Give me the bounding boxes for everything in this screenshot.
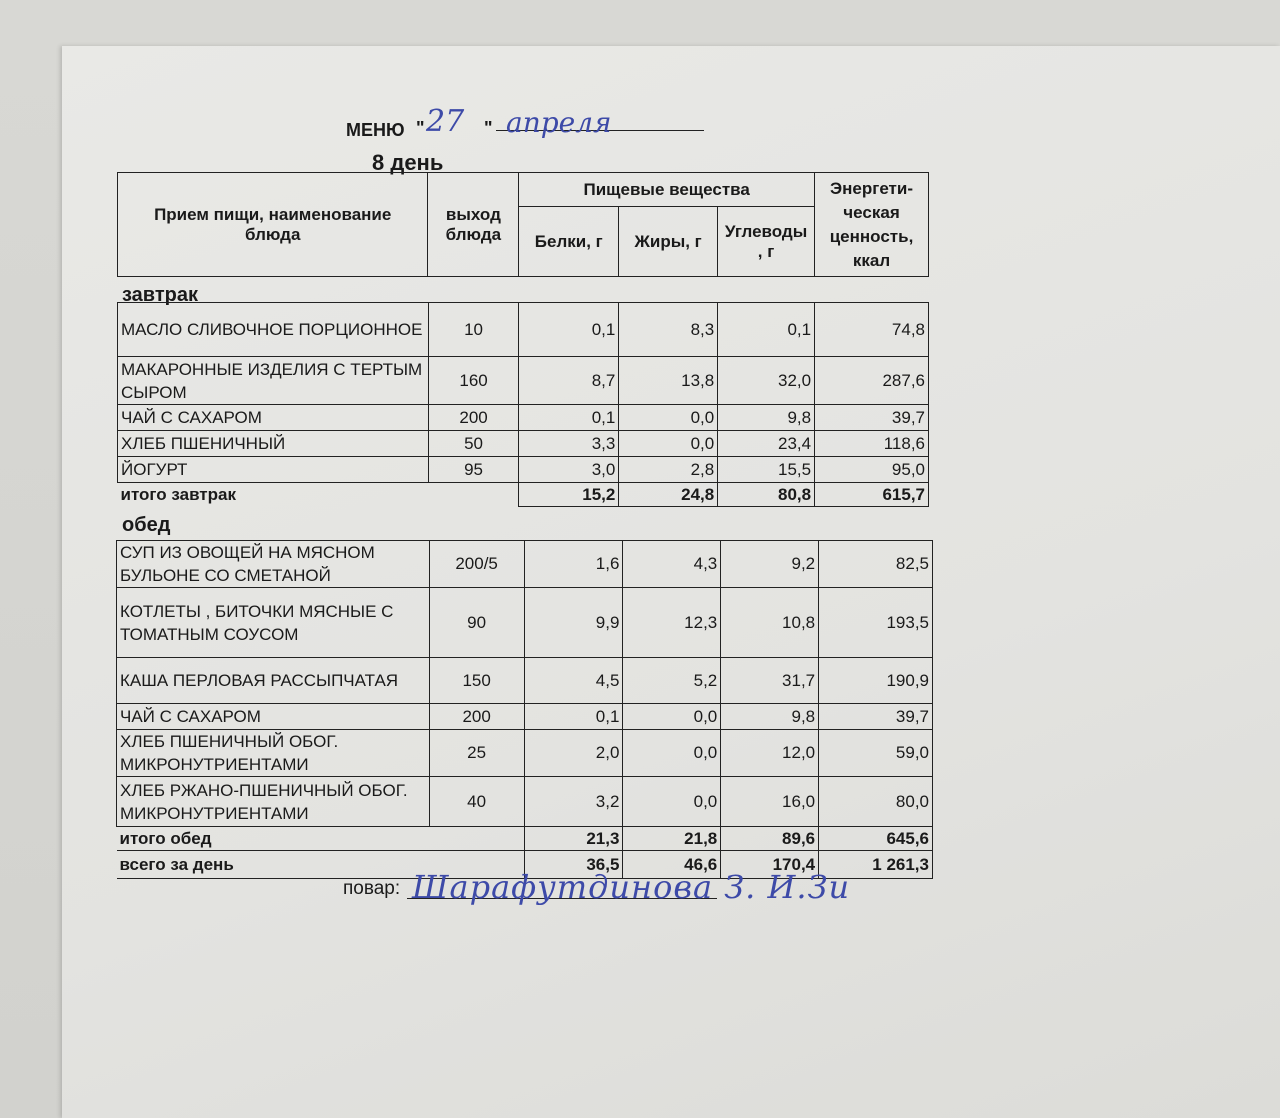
header-table: [117, 172, 929, 277]
dish-carbs: 31,7: [721, 658, 819, 704]
dish-protein: 0,1: [524, 704, 623, 730]
table-row: [117, 704, 933, 730]
dish-carbs: 12,0: [721, 730, 819, 777]
total-fat: 24,8: [619, 483, 718, 507]
col-energy-header: Энергети-ческая ценность, ккал: [815, 173, 929, 277]
col-meal-header: Прием пищи, наименование блюда: [118, 173, 428, 277]
day-title: 8 день: [372, 150, 444, 175]
dish-protein: 0,1: [519, 405, 619, 431]
table-row: [117, 777, 933, 827]
dish-protein: 2,0: [524, 730, 623, 777]
total-protein: 15,2: [519, 483, 619, 507]
dish-output: 200: [428, 405, 519, 431]
table-row: [117, 588, 933, 658]
lunch-table: [116, 540, 933, 879]
breakfast-table: [117, 302, 929, 507]
dish-output: 10: [428, 303, 519, 357]
dish-fat: 0,0: [623, 777, 721, 827]
dish-protein: 8,7: [519, 357, 619, 405]
cook-signature: Шарафутдинова З. И.Зи: [412, 868, 851, 906]
cook-label: повар:: [343, 878, 401, 899]
dish-name: ЧАЙ С САХАРОМ: [117, 704, 430, 730]
dish-energy: 39,7: [819, 704, 933, 730]
total-energy: 615,7: [815, 483, 929, 507]
dish-protein: 3,0: [519, 457, 619, 483]
dish-protein: 9,9: [524, 588, 623, 658]
dish-output: 25: [429, 730, 524, 777]
dish-fat: 0,0: [619, 431, 718, 457]
dish-output: 95: [428, 457, 519, 483]
lunch-section-label: обед: [122, 514, 171, 536]
dish-energy: 59,0: [819, 730, 933, 777]
dish-output: 40: [429, 777, 524, 827]
dish-name: КОТЛЕТЫ , БИТОЧКИ МЯСНЫЕ С ТОМАТНЫМ СОУСОМ: [117, 588, 430, 658]
total-carbs: 89,6: [721, 827, 819, 851]
dish-energy: 190,9: [819, 658, 933, 704]
dish-carbs: 9,8: [721, 704, 819, 730]
dish-energy: 287,6: [815, 357, 929, 405]
dish-protein: 1,6: [524, 541, 623, 588]
dish-output: 200: [429, 704, 524, 730]
dish-fat: 5,2: [623, 658, 721, 704]
dish-fat: 4,3: [623, 541, 721, 588]
day-total-label: всего за день: [117, 851, 525, 879]
total-fat: 21,8: [623, 827, 721, 851]
dish-name: ЧАЙ С САХАРОМ: [118, 405, 429, 431]
dish-carbs: 10,8: [721, 588, 819, 658]
breakfast-total-row: [118, 483, 929, 507]
col-fat-header: Жиры, г: [619, 207, 718, 277]
total-energy: 645,6: [819, 827, 933, 851]
nutrients-header: Пищевые вещества: [519, 173, 815, 207]
dish-energy: 193,5: [819, 588, 933, 658]
dish-output: 200/5: [429, 541, 524, 588]
dish-name: ЙОГУРТ: [118, 457, 429, 483]
dish-name: ХЛЕБ РЖАНО-ПШЕНИЧНЫЙ ОБОГ. МИКРОНУТРИЕНТАМИ: [117, 777, 430, 827]
dish-protein: 3,2: [524, 777, 623, 827]
dish-carbs: 15,5: [718, 457, 815, 483]
dish-fat: 0,0: [619, 405, 718, 431]
day-total-carbs: 170,4: [721, 851, 819, 879]
handwritten-month: апреля: [506, 106, 612, 139]
dish-fat: 0,0: [623, 704, 721, 730]
dish-fat: 13,8: [619, 357, 718, 405]
dish-carbs: 23,4: [718, 431, 815, 457]
table-row: [117, 541, 933, 588]
dish-name: КАША ПЕРЛОВАЯ РАССЫПЧАТАЯ: [117, 658, 430, 704]
dish-carbs: 9,8: [718, 405, 815, 431]
dish-output: 90: [429, 588, 524, 658]
table-row: [117, 730, 933, 777]
col-protein-header: Белки, г: [519, 207, 619, 277]
col-carbs-header: Углеводы , г: [718, 207, 815, 277]
dish-carbs: 9,2: [721, 541, 819, 588]
dish-output: 160: [428, 357, 519, 405]
dish-carbs: 32,0: [718, 357, 815, 405]
dish-energy: 118,6: [815, 431, 929, 457]
quote-close: ": [484, 118, 493, 138]
dish-protein: 3,3: [519, 431, 619, 457]
dish-name: ХЛЕБ ПШЕНИЧНЫЙ: [118, 431, 429, 457]
total-label: итого обед: [117, 827, 525, 851]
total-protein: 21,3: [524, 827, 623, 851]
dish-name: ХЛЕБ ПШЕНИЧНЫЙ ОБОГ. МИКРОНУТРИЕНТАМИ: [117, 730, 430, 777]
dish-fat: 8,3: [619, 303, 718, 357]
dish-fat: 12,3: [623, 588, 721, 658]
table-row: [118, 431, 929, 457]
table-row: [118, 303, 929, 357]
dish-protein: 4,5: [524, 658, 623, 704]
table-row: [117, 658, 933, 704]
day-total-fat: 46,6: [623, 851, 721, 879]
menu-title: [346, 104, 706, 140]
dish-protein: 0,1: [519, 303, 619, 357]
dish-name: СУП ИЗ ОВОЩЕЙ НА МЯСНОМ БУЛЬОНЕ СО СМЕТАНОЙ: [117, 541, 430, 588]
dish-energy: 82,5: [819, 541, 933, 588]
menu-label: МЕНЮ: [346, 120, 405, 140]
dish-energy: 95,0: [815, 457, 929, 483]
table-row: [118, 457, 929, 483]
dish-fat: 0,0: [623, 730, 721, 777]
handwritten-day: 27: [426, 104, 465, 139]
dish-carbs: 16,0: [721, 777, 819, 827]
total-carbs: 80,8: [718, 483, 815, 507]
dish-fat: 2,8: [619, 457, 718, 483]
day-total-protein: 36,5: [524, 851, 623, 879]
dish-energy: 80,0: [819, 777, 933, 827]
col-output-header: выход блюда: [428, 173, 519, 277]
dish-energy: 74,8: [815, 303, 929, 357]
table-row: [118, 405, 929, 431]
lunch-total-row: [117, 827, 933, 851]
dish-output: 150: [429, 658, 524, 704]
dish-energy: 39,7: [815, 405, 929, 431]
dish-output: 50: [428, 431, 519, 457]
dish-name: МАКАРОННЫЕ ИЗДЕЛИЯ С ТЕРТЫМ СЫРОМ: [118, 357, 429, 405]
quote-open: ": [416, 118, 425, 138]
total-label: итого завтрак: [118, 483, 519, 507]
table-row: [118, 357, 929, 405]
dish-name: МАСЛО СЛИВОЧНОЕ ПОРЦИОННОЕ: [118, 303, 429, 357]
day-total-energy: 1 261,3: [819, 851, 933, 879]
breakfast-section-label: завтрак: [122, 284, 198, 306]
dish-carbs: 0,1: [718, 303, 815, 357]
